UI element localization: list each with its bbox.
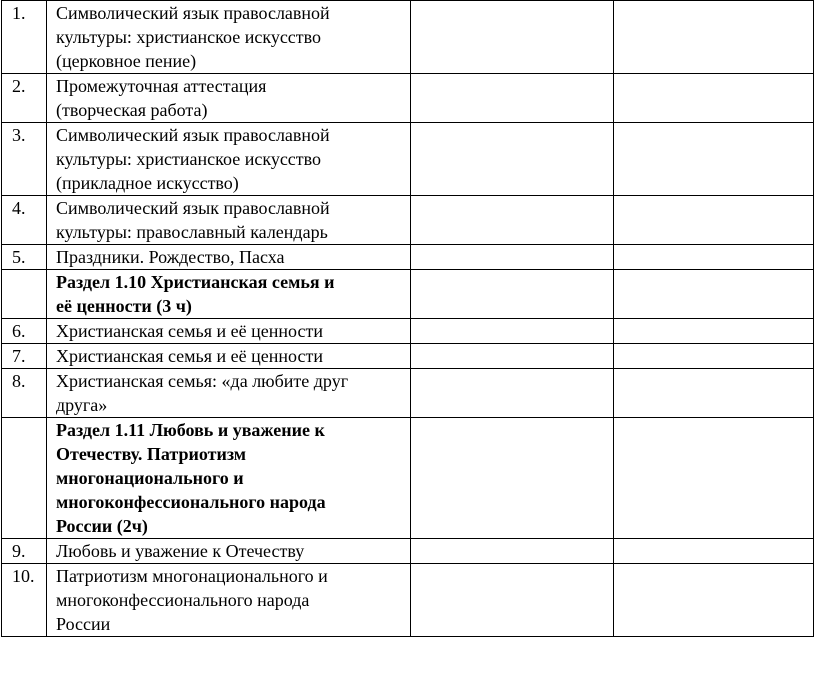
topic-line: Отечеству. Патриотизм — [56, 444, 247, 464]
table-row — [2, 319, 814, 344]
empty-cell-date-plan — [411, 245, 614, 270]
empty-cell-date-plan — [411, 196, 614, 245]
topic-line: Праздники. Рождество, Пасха — [56, 247, 285, 267]
empty-cell-date-fact — [614, 245, 814, 270]
table-row — [2, 344, 814, 369]
empty-cell-date-plan — [411, 418, 614, 539]
schedule-table-body — [2, 1, 814, 637]
empty-cell-date-fact — [614, 418, 814, 539]
topic-line: культуры: православный календарь — [56, 222, 328, 242]
topic-line: Христианская семья и её ценности — [56, 346, 323, 366]
topic-line: культуры: христианское искусство — [56, 149, 322, 169]
row-number: 3. — [2, 123, 47, 196]
topic-line: (церковное пение) — [56, 51, 197, 71]
empty-cell-date-plan — [411, 1, 614, 74]
empty-cell-date-fact — [614, 369, 814, 418]
row-number — [2, 270, 47, 319]
topic-line: Христианская семья: «да любите друг — [56, 371, 349, 391]
lesson-topic — [47, 564, 411, 637]
empty-cell-date-plan — [411, 344, 614, 369]
row-number: 4. — [2, 196, 47, 245]
empty-cell-date-fact — [614, 319, 814, 344]
lesson-topic — [47, 245, 411, 270]
topic-line: (творческая работа) — [56, 100, 208, 120]
row-number: 5. — [2, 245, 47, 270]
topic-line: многонационального и — [56, 468, 244, 488]
row-number: 1. — [2, 1, 47, 74]
section-header-row — [2, 418, 814, 539]
topic-line: Любовь и уважение к Отечеству — [56, 541, 305, 561]
row-number: 10. — [2, 564, 47, 637]
topic-line: её ценности (3 ч) — [56, 296, 192, 316]
empty-cell-date-fact — [614, 344, 814, 369]
empty-cell-date-plan — [411, 319, 614, 344]
topic-line: Раздел 1.11 Любовь и уважение к — [56, 420, 325, 440]
lesson-topic — [47, 369, 411, 418]
topic-line: Символический язык православной — [56, 198, 330, 218]
empty-cell-date-fact — [614, 74, 814, 123]
table-row — [2, 539, 814, 564]
topic-line: (прикладное искусство) — [56, 173, 239, 193]
empty-cell-date-plan — [411, 123, 614, 196]
lesson-topic — [47, 319, 411, 344]
empty-cell-date-fact — [614, 270, 814, 319]
table-row — [2, 123, 814, 196]
topic-line: друга» — [56, 395, 108, 415]
lesson-topic — [47, 1, 411, 74]
row-number: 9. — [2, 539, 47, 564]
empty-cell-date-fact — [614, 123, 814, 196]
schedule-table — [1, 0, 814, 637]
lesson-topic — [47, 539, 411, 564]
table-row — [2, 245, 814, 270]
empty-cell-date-fact — [614, 564, 814, 637]
empty-cell-date-plan — [411, 539, 614, 564]
topic-line: Символический язык православной — [56, 3, 330, 23]
row-number: 2. — [2, 74, 47, 123]
table-row — [2, 369, 814, 418]
lesson-topic — [47, 196, 411, 245]
row-number — [2, 418, 47, 539]
topic-line: культуры: христианское искусство — [56, 27, 322, 47]
topic-line: многоконфессионального народа — [56, 590, 310, 610]
topic-line: Раздел 1.10 Христианская семья и — [56, 272, 335, 292]
empty-cell-date-fact — [614, 196, 814, 245]
topic-line: России — [56, 614, 111, 634]
empty-cell-date-plan — [411, 74, 614, 123]
row-number: 6. — [2, 319, 47, 344]
row-number: 8. — [2, 369, 47, 418]
empty-cell-date-fact — [614, 1, 814, 74]
table-row — [2, 196, 814, 245]
topic-line: Патриотизм многонационального и — [56, 566, 328, 586]
row-number: 7. — [2, 344, 47, 369]
table-row — [2, 74, 814, 123]
empty-cell-date-plan — [411, 270, 614, 319]
table-row — [2, 564, 814, 637]
table-row — [2, 1, 814, 74]
topic-line: России (2ч) — [56, 516, 148, 536]
section-title — [47, 270, 411, 319]
lesson-topic — [47, 344, 411, 369]
lesson-topic — [47, 74, 411, 123]
topic-line: Промежуточная аттестация — [56, 76, 267, 96]
topic-line: многоконфессионального народа — [56, 492, 326, 512]
empty-cell-date-plan — [411, 564, 614, 637]
section-title — [47, 418, 411, 539]
section-header-row — [2, 270, 814, 319]
topic-line: Символический язык православной — [56, 125, 330, 145]
lesson-topic — [47, 123, 411, 196]
empty-cell-date-plan — [411, 369, 614, 418]
empty-cell-date-fact — [614, 539, 814, 564]
topic-line: Христианская семья и её ценности — [56, 321, 323, 341]
